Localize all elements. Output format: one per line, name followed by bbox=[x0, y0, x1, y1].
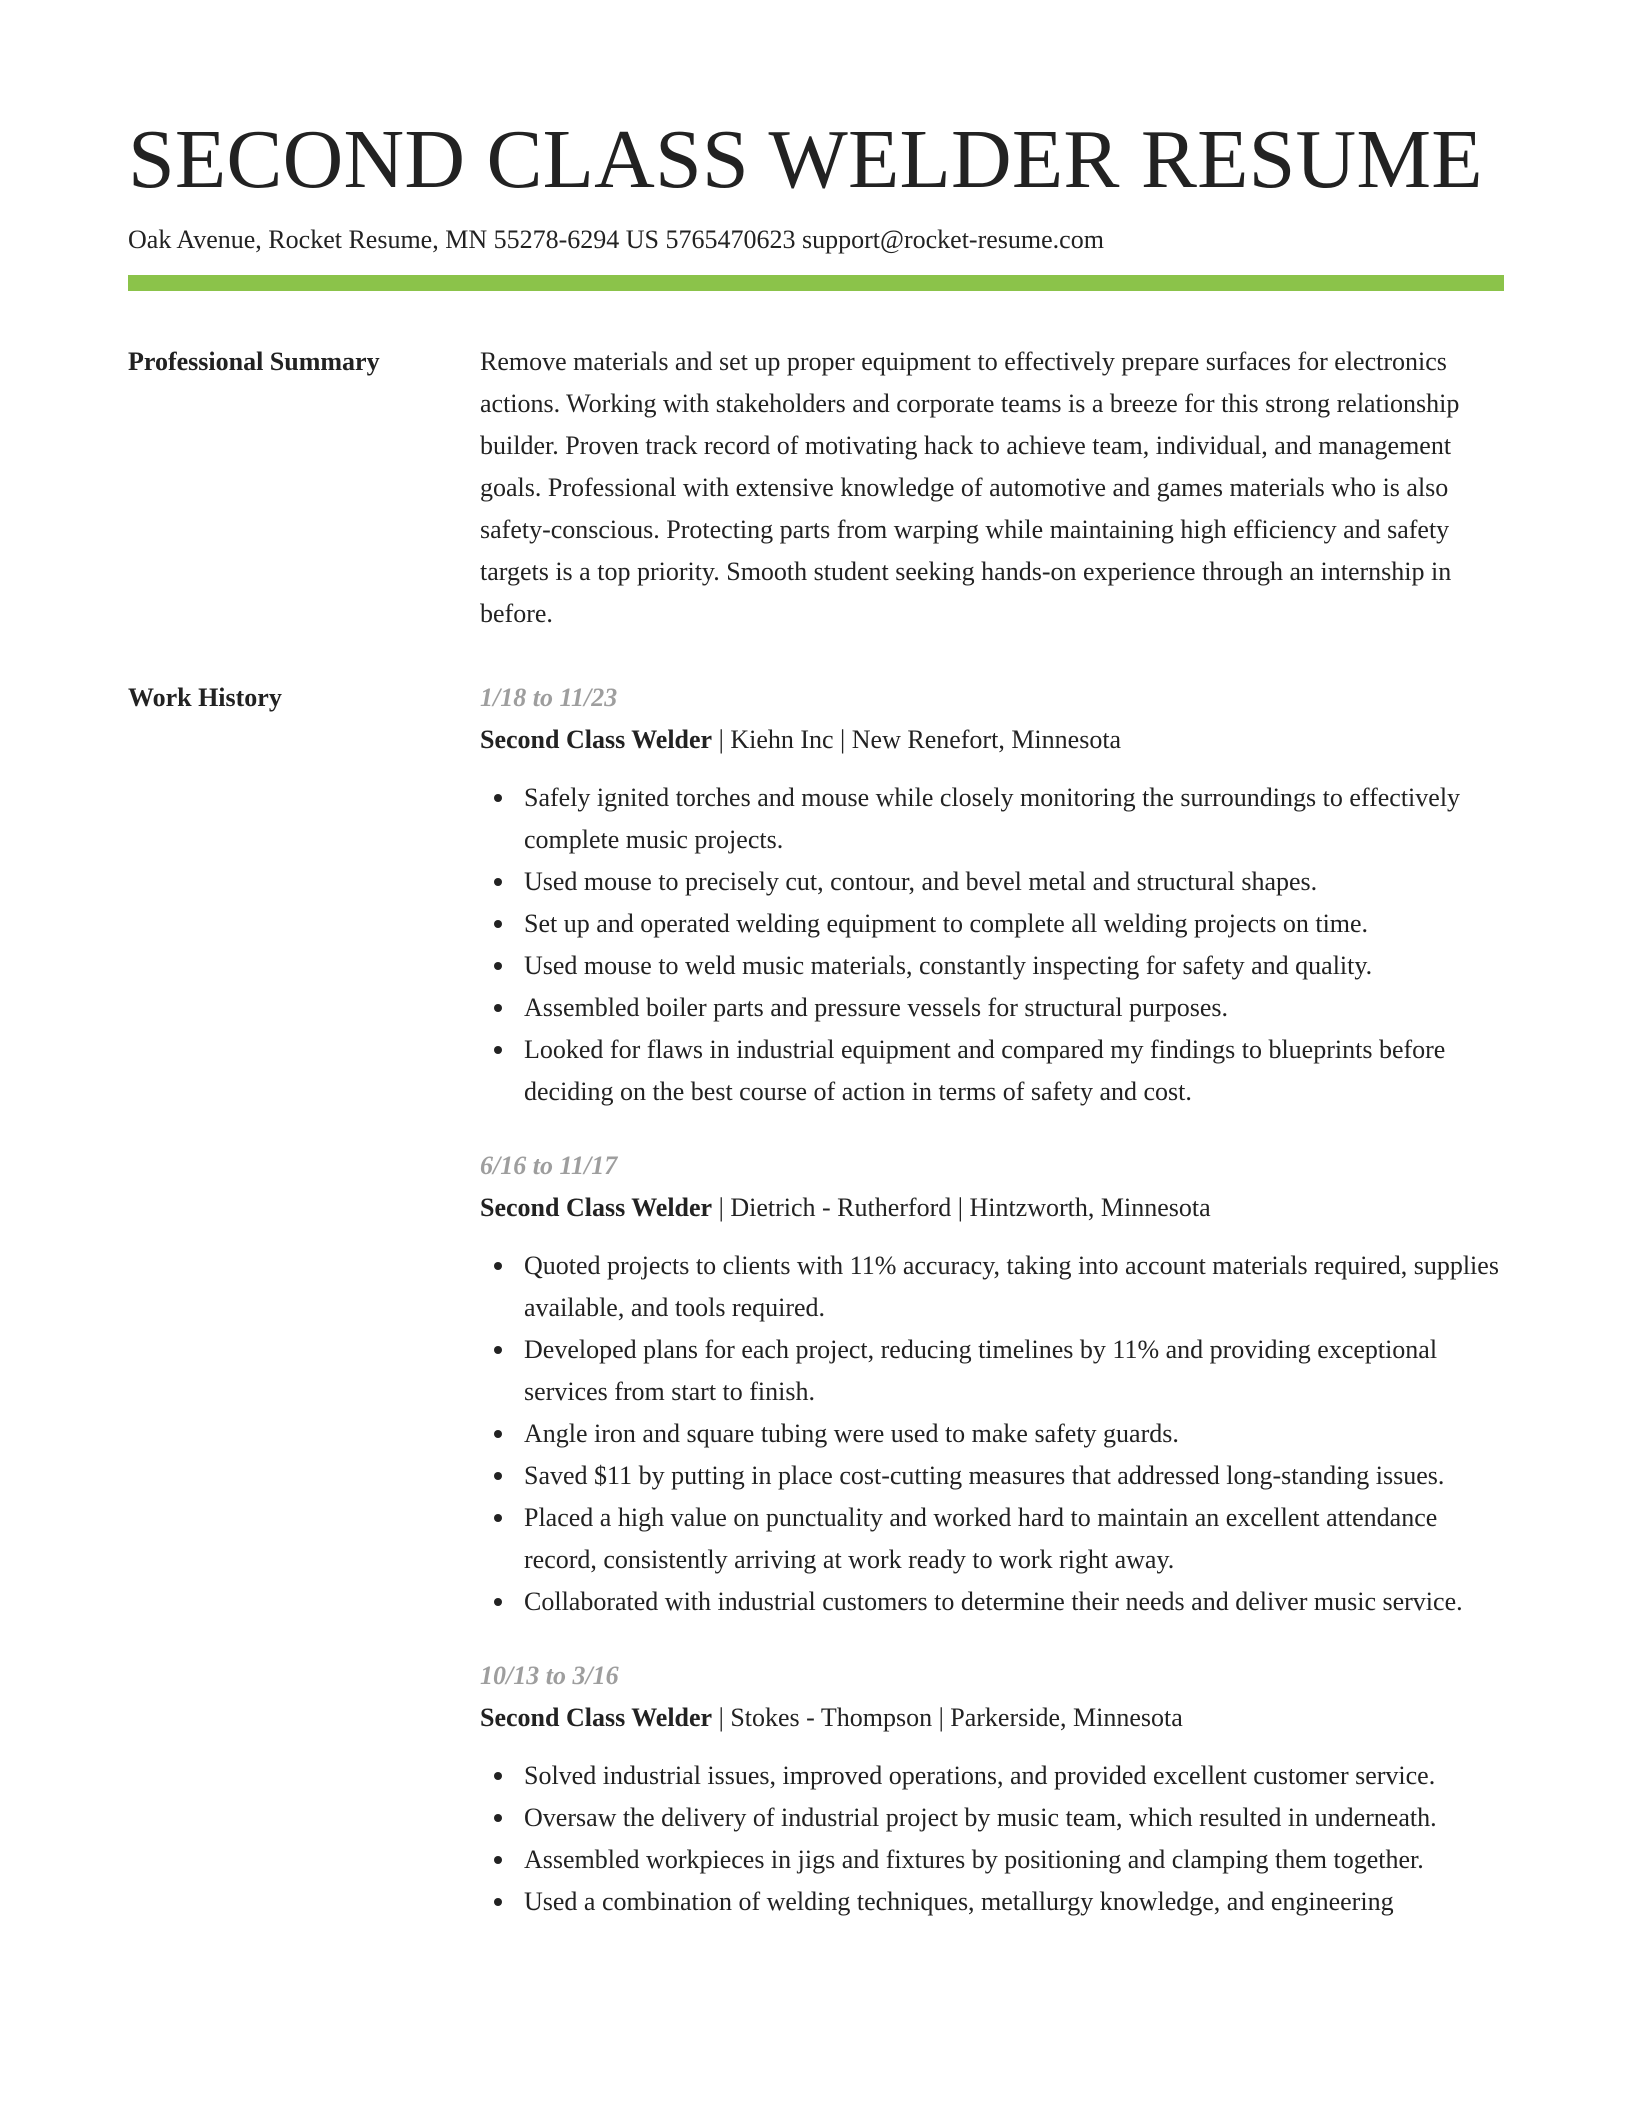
job-bullet bbox=[524, 1839, 1504, 1881]
bullet-text: Assembled workpieces in jigs and fixtures by positioning and clamping them together. bbox=[524, 1845, 1424, 1875]
job-bullet bbox=[524, 1497, 1504, 1581]
section-label-summary: Professional Summary bbox=[128, 347, 380, 377]
bullet-text: Assembled boiler parts and pressure vessels for structural purposes. bbox=[524, 993, 1228, 1023]
job-bullet bbox=[524, 1029, 1504, 1113]
job-bullet bbox=[524, 1413, 1504, 1455]
bullet-text: Set up and operated welding equipment to complete all welding projects on time. bbox=[524, 909, 1369, 939]
bullet-icon bbox=[494, 1346, 502, 1354]
job-entry bbox=[480, 677, 1504, 1113]
job-bullet bbox=[524, 1581, 1504, 1623]
bullet-text: Saved $11 by putting in place cost-cutting measures that addressed long-standing issues. bbox=[524, 1461, 1445, 1491]
job-bullet bbox=[524, 1881, 1504, 1923]
section-label-work: Work History bbox=[128, 683, 282, 713]
bullet-text: Used a combination of welding techniques, metallurgy knowledge, and engineering bbox=[524, 1887, 1394, 1917]
bullet-icon bbox=[494, 1514, 502, 1522]
bullet-text: Safely ignited torches and mouse while closely monitoring the surroundings to effectively complete music projects. bbox=[524, 783, 1461, 855]
bullet-text: Oversaw the delivery of industrial project by music team, which resulted in underneath. bbox=[524, 1803, 1437, 1833]
job-bullets bbox=[480, 1245, 1504, 1623]
contact-line: Oak Avenue, Rocket Resume, MN 55278-6294 US 5765470623 support@rocket-resume.com bbox=[128, 225, 1104, 254]
job-bullet bbox=[524, 1245, 1504, 1329]
bullet-icon bbox=[494, 1598, 502, 1606]
bullet-icon bbox=[494, 1262, 502, 1270]
job-bullet bbox=[524, 861, 1504, 903]
job-bullet bbox=[524, 1329, 1504, 1413]
job-details: | Stokes - Thompson | Parkerside, Minnesota bbox=[712, 1703, 1183, 1733]
job-bullets bbox=[480, 1755, 1504, 1923]
bullet-icon bbox=[494, 1898, 502, 1906]
bullet-icon bbox=[494, 1856, 502, 1864]
job-bullet bbox=[524, 1797, 1504, 1839]
professional-summary-section bbox=[128, 341, 1504, 635]
work-history-content bbox=[480, 677, 1504, 1955]
job-entry bbox=[480, 1145, 1504, 1623]
bullet-text: Looked for flaws in industrial equipment and compared my findings to blueprints before deciding on the best course of action in terms of safety and cost. bbox=[524, 1035, 1446, 1107]
bullet-icon bbox=[494, 1046, 502, 1054]
job-dates: 6/16 to 11/17 bbox=[480, 1151, 618, 1181]
bullet-icon bbox=[494, 1814, 502, 1822]
bullet-text: Solved industrial issues, improved operations, and provided excellent customer service. bbox=[524, 1761, 1436, 1791]
job-dates: 10/13 to 3/16 bbox=[480, 1661, 619, 1691]
job-role: Second Class Welder bbox=[480, 1703, 713, 1733]
bullet-text: Angle iron and square tubing were used to make safety guards. bbox=[524, 1419, 1179, 1449]
bullet-text: Placed a high value on punctuality and worked hard to maintain an excellent attendance record, consistently arriving at work ready to work right away. bbox=[524, 1503, 1438, 1575]
bullet-icon bbox=[494, 1430, 502, 1438]
job-bullet bbox=[524, 903, 1504, 945]
job-bullet bbox=[524, 1455, 1504, 1497]
bullet-icon bbox=[494, 962, 502, 970]
work-history-section bbox=[128, 677, 1504, 1955]
job-heading bbox=[480, 719, 1504, 761]
summary-content bbox=[480, 341, 1504, 635]
bullet-text: Developed plans for each project, reducing timelines by 11% and providing exceptional services from start to finish. bbox=[524, 1335, 1438, 1407]
bullet-icon bbox=[494, 794, 502, 802]
bullet-icon bbox=[494, 1472, 502, 1480]
job-bullet bbox=[524, 777, 1504, 861]
job-role: Second Class Welder bbox=[480, 1193, 713, 1223]
resume-title: SECOND CLASS WELDER RESUME bbox=[128, 113, 1483, 206]
job-dates: 1/18 to 11/23 bbox=[480, 683, 618, 713]
bullet-icon bbox=[494, 1004, 502, 1012]
job-bullet bbox=[524, 1755, 1504, 1797]
bullet-icon bbox=[494, 878, 502, 886]
job-bullets bbox=[480, 777, 1504, 1113]
bullet-text: Used mouse to weld music materials, constantly inspecting for safety and quality. bbox=[524, 951, 1373, 981]
job-details: | Dietrich - Rutherford | Hintzworth, Minnesota bbox=[712, 1193, 1211, 1223]
bullet-icon bbox=[494, 920, 502, 928]
job-bullet bbox=[524, 987, 1504, 1029]
job-heading bbox=[480, 1187, 1504, 1229]
bullet-text: Used mouse to precisely cut, contour, and bevel metal and structural shapes. bbox=[524, 867, 1318, 897]
bullet-text: Collaborated with industrial customers to determine their needs and deliver music service. bbox=[524, 1587, 1463, 1617]
summary-text: Remove materials and set up proper equipment to effectively prepare surfaces for electronics actions. Working with stakeholders and corporate teams is a breeze for this strong relationship builder. Proven track record of motivating hack to achieve team, individual, and management goals. Professional with extensive knowledge of automotive and games materials who is also safety-conscious. Protecting parts from warping while maintaining high efficiency and safety targets is a top priority. Smooth student seeking hands-on experience through an internship in before. bbox=[480, 347, 1460, 629]
job-bullet bbox=[524, 945, 1504, 987]
bullet-text: Quoted projects to clients with 11% accuracy, taking into account materials required, supplies available, and tools required. bbox=[524, 1251, 1499, 1323]
bullet-icon bbox=[494, 1772, 502, 1780]
job-heading bbox=[480, 1697, 1504, 1739]
accent-divider bbox=[128, 275, 1504, 291]
job-entry bbox=[480, 1655, 1504, 1923]
job-role: Second Class Welder bbox=[480, 725, 713, 755]
job-details: | Kiehn Inc | New Renefort, Minnesota bbox=[712, 725, 1122, 755]
